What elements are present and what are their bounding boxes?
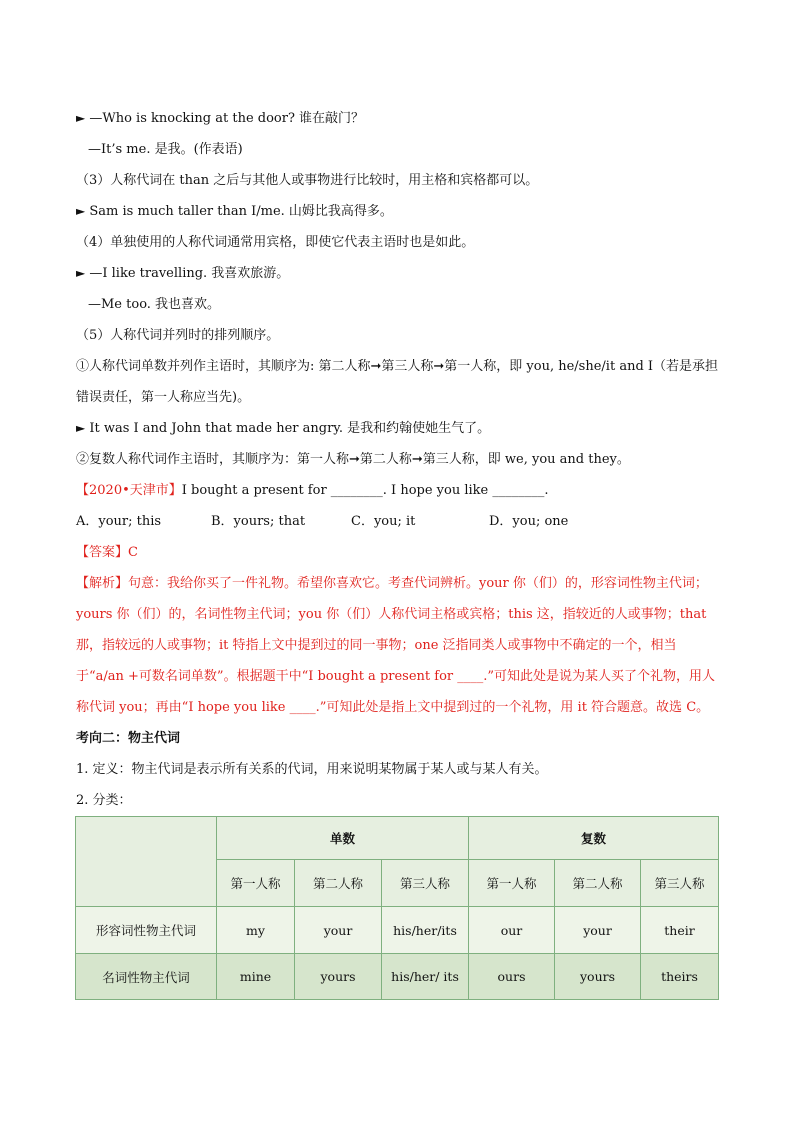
answer: 【答案】C [76,545,138,560]
question-stem: 【2020•天津市】I bought a present for ________. I hope you like ________. [76,483,549,498]
table-cell: their [641,907,719,954]
table-row [76,954,719,1000]
example-line: ► —Who is knocking at the door? 谁在敲门？ [76,111,365,126]
example-line: —Me too. 我也喜欢。 [88,297,221,312]
table-corner [76,817,217,907]
table-cell: his/her/ its [382,954,469,1000]
row-label: 名词性物主代词 [76,954,217,1000]
sub-header: 第二人称 [555,860,641,907]
table-cell: your [295,907,382,954]
rule-line: （3）人称代词在 than 之后与其他人或事物进行比较时，用主格和宾格都可以。 [76,173,539,188]
section-title: 考向二：物主代词 [76,731,181,746]
rule-line: ②复数人称代词作主语时，其顺序为：第一人称➞第二人称➞第三人称，即 we, you and they。 [76,452,630,467]
sub-header: 第二人称 [295,860,382,907]
sub-header: 第三人称 [382,860,469,907]
table-cell: our [469,907,555,954]
table-cell: ours [469,954,555,1000]
option-b: B．yours; that [211,514,306,529]
option-d: D．you; one [489,514,569,529]
option-c: C．you; it [351,514,416,529]
table-cell: your [555,907,641,954]
question-options [76,506,722,537]
table-cell: my [217,907,295,954]
document-body [76,103,722,816]
example-line: ► —I like travelling. 我喜欢旅游。 [76,266,290,281]
analysis: 【解析】句意：我给你买了一件礼物。希望你喜欢它。考查代词辨析。your 你（们）的，形容词性物主代词；yours 你（们）的，名词性物主代词；you 你（们）人称代词主格或宾格；this 这，指较近的人或事物；that 那，指较远的人或事物；it 特指上文中提到过的同一事物；one 泛指同类人或事物中不确定的一个，相当于“a/an +可数名词单数”。根据题干中“I bought a present for ____.”可知此处是说为某人买了个礼物，用人称代词 you；再由“I hope you like ____.”可知此处是指上文中提到过的一个礼物，用 it 符合题意。故选 C。 [76,576,716,715]
option-a: A．your; this [76,514,162,529]
rule-line: （4）单独使用的人称代词通常用宾格，即使它代表主语时也是如此。 [76,235,475,250]
classification-label: 2. 分类： [76,793,132,808]
table-cell: yours [555,954,641,1000]
question-source: 【2020•天津市】 [76,483,182,498]
table-cell: theirs [641,954,719,1000]
table-row [76,907,719,954]
example-line: ► It was I and John that made her angry. 是我和约翰使她生气了。 [76,421,491,436]
definition: 1. 定义：物主代词是表示所有关系的代词，用来说明某物属于某人或与某人有关。 [76,762,548,777]
group-header-singular: 单数 [217,817,469,860]
rule-line: （5）人称代词并列时的排列顺序。 [76,328,280,343]
sub-header: 第三人称 [641,860,719,907]
sub-header: 第一人称 [217,860,295,907]
table-cell: mine [217,954,295,1000]
rule-line: ①人称代词单数并列作主语时，其顺序为: 第二人称➞第三人称➞第一人称，即 you, he/she/it and I（若是承担错误责任，第一人称应当先)。 [76,359,719,405]
example-line: ► Sam is much taller than I/me. 山姆比我高得多。 [76,204,393,219]
sub-header: 第一人称 [469,860,555,907]
table-cell: his/her/its [382,907,469,954]
example-line: —It’s me. 是我。(作表语) [88,142,243,157]
possessive-pronoun-table [75,816,719,1000]
row-label: 形容词性物主代词 [76,907,217,954]
table-cell: yours [295,954,382,1000]
group-header-plural: 复数 [469,817,719,860]
